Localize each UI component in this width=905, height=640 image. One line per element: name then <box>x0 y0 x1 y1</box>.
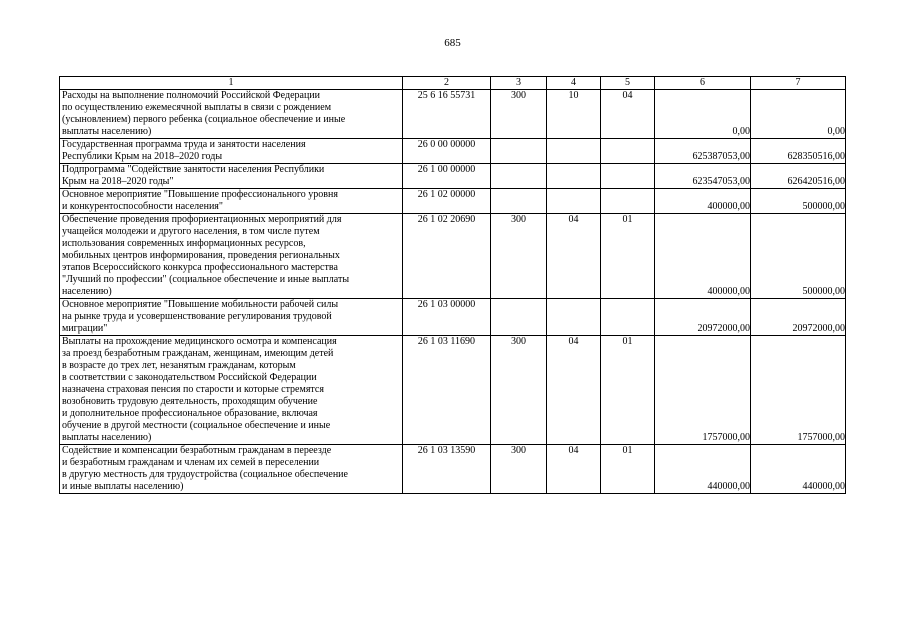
budget-table <box>59 76 846 494</box>
description-line: назначена страховая пенсия по старости и которые стремятся <box>62 384 324 395</box>
target-article-code: 26 1 03 11690 <box>403 336 491 445</box>
description-line: Содействие и компенсации безработным гражданам в переезде <box>62 445 332 456</box>
amount-col-6: 440000,00 <box>655 445 751 494</box>
amount-col-6: 625387053,00 <box>655 139 751 164</box>
page-number: 685 <box>444 37 461 49</box>
description-line: по осуществлению ежемесячной выплаты в связи с рождением <box>62 102 332 113</box>
description-line: этапов Всероссийского конкурса профессионального мастерства <box>62 262 338 273</box>
column-number: 4 <box>547 77 601 90</box>
description-line: и безработным гражданам и членам их семей в переселении <box>62 457 320 468</box>
description-line: использования современных информационных ресурсов, <box>62 238 306 249</box>
subsection-code <box>601 189 655 214</box>
description-line: за проезд безработным гражданам, женщинам, имеющим детей <box>62 348 334 359</box>
section-code <box>547 139 601 164</box>
table-row <box>60 139 846 164</box>
amount-col-7: 500000,00 <box>751 214 846 299</box>
item-description <box>60 445 403 494</box>
subsection-code: 01 <box>601 336 655 445</box>
amount-col-7: 628350516,00 <box>751 139 846 164</box>
description-line: выплаты населению) <box>62 432 152 443</box>
description-line: мобильных центров информирования, проведения региональных <box>62 250 340 261</box>
subsection-code: 04 <box>601 90 655 139</box>
amount-col-7: 1757000,00 <box>751 336 846 445</box>
amount-col-7: 626420516,00 <box>751 164 846 189</box>
description-line: Обеспечение проведения профориентационных мероприятий для <box>62 214 342 225</box>
table-body <box>60 77 846 494</box>
target-article-code: 26 1 02 20690 <box>403 214 491 299</box>
description-line: и конкурентоспособности населения" <box>62 201 223 212</box>
item-description <box>60 336 403 445</box>
table-row <box>60 445 846 494</box>
amount-col-6: 623547053,00 <box>655 164 751 189</box>
subsection-code <box>601 299 655 336</box>
description-line: (усыновлением) первого ребенка (социальное обеспечение и иные <box>62 114 346 125</box>
description-line: на рынке труда и усовершенствование регулирования трудовой <box>62 311 332 322</box>
expense-type-code <box>491 164 547 189</box>
expense-type-code <box>491 299 547 336</box>
table-row <box>60 90 846 139</box>
section-code: 10 <box>547 90 601 139</box>
table-row <box>60 189 846 214</box>
description-line: Крым на 2018–2020 годы" <box>62 176 174 187</box>
description-line: возобновить трудовую деятельность, проходящим обучение <box>62 396 318 407</box>
description-line: и дополнительное профессиональное образование, включая <box>62 408 318 419</box>
expense-type-code: 300 <box>491 90 547 139</box>
target-article-code: 26 1 00 00000 <box>403 164 491 189</box>
description-line: Основное мероприятие "Повышение мобильности рабочей силы <box>62 299 339 310</box>
column-number: 1 <box>60 77 403 90</box>
item-description <box>60 214 403 299</box>
column-number: 6 <box>655 77 751 90</box>
item-description <box>60 139 403 164</box>
item-description <box>60 299 403 336</box>
column-number: 7 <box>751 77 846 90</box>
section-code: 04 <box>547 336 601 445</box>
amount-col-6: 0,00 <box>655 90 751 139</box>
target-article-code: 26 1 03 13590 <box>403 445 491 494</box>
column-number-row <box>60 77 846 90</box>
expense-type-code <box>491 189 547 214</box>
item-description <box>60 164 403 189</box>
description-line: в возрасте до трех лет, незанятым гражданам, которым <box>62 360 296 371</box>
table-row <box>60 336 846 445</box>
target-article-code: 26 1 02 00000 <box>403 189 491 214</box>
description-line: выплаты населению) <box>62 126 152 137</box>
description-line: Расходы на выполнение полномочий Российской Федерации <box>62 90 320 101</box>
expense-type-code: 300 <box>491 445 547 494</box>
subsection-code: 01 <box>601 445 655 494</box>
target-article-code: 26 0 00 00000 <box>403 139 491 164</box>
section-code <box>547 189 601 214</box>
amount-col-7: 0,00 <box>751 90 846 139</box>
description-line: в другую местность для трудоустройства (социальное обеспечение <box>62 469 348 480</box>
table-row <box>60 299 846 336</box>
description-line: Выплаты на прохождение медицинского осмотра и компенсация <box>62 336 337 347</box>
description-line: Подпрограмма "Содействие занятости населения Республики <box>62 164 325 175</box>
section-code <box>547 164 601 189</box>
description-line: миграции" <box>62 323 108 334</box>
amount-col-7: 20972000,00 <box>751 299 846 336</box>
description-line: Республики Крым на 2018–2020 годы <box>62 151 223 162</box>
table-row <box>60 164 846 189</box>
target-article-code: 26 1 03 00000 <box>403 299 491 336</box>
description-line: учащейся молодежи и другого населения, в том числе путем <box>62 226 320 237</box>
subsection-code: 01 <box>601 214 655 299</box>
description-line: "Лучший по профессии" (социальное обеспечение и иные выплаты <box>62 274 350 285</box>
description-line: Основное мероприятие "Повышение профессионального уровня <box>62 189 338 200</box>
item-description <box>60 189 403 214</box>
section-code <box>547 299 601 336</box>
description-line: и иные выплаты населению) <box>62 481 184 492</box>
table-row <box>60 214 846 299</box>
amount-col-7: 500000,00 <box>751 189 846 214</box>
expense-type-code <box>491 139 547 164</box>
target-article-code: 25 6 16 55731 <box>403 90 491 139</box>
subsection-code <box>601 139 655 164</box>
column-number: 2 <box>403 77 491 90</box>
amount-col-6: 1757000,00 <box>655 336 751 445</box>
expense-type-code: 300 <box>491 336 547 445</box>
description-line: Государственная программа труда и занятости населения <box>62 139 306 150</box>
section-code: 04 <box>547 214 601 299</box>
description-line: обучение в другой местности (социальное обеспечение и иные <box>62 420 331 431</box>
amount-col-7: 440000,00 <box>751 445 846 494</box>
subsection-code <box>601 164 655 189</box>
amount-col-6: 20972000,00 <box>655 299 751 336</box>
item-description <box>60 90 403 139</box>
description-line: населению) <box>62 286 112 297</box>
description-line: в соответствии с законодательством Российской Федерации <box>62 372 317 383</box>
column-number: 5 <box>601 77 655 90</box>
amount-col-6: 400000,00 <box>655 214 751 299</box>
expense-type-code: 300 <box>491 214 547 299</box>
column-number: 3 <box>491 77 547 90</box>
section-code: 04 <box>547 445 601 494</box>
amount-col-6: 400000,00 <box>655 189 751 214</box>
